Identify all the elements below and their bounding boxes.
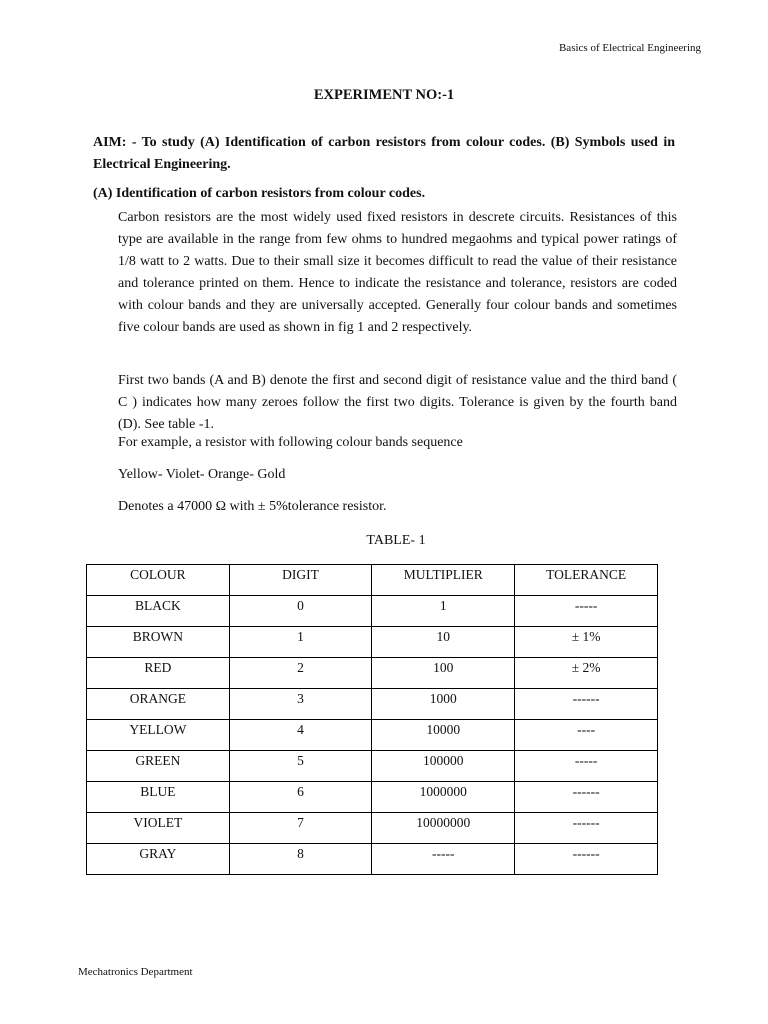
cell-digit: 3	[229, 689, 372, 720]
example-sequence: Yellow- Violet- Orange- Gold	[118, 467, 286, 482]
page-header: Basics of Electrical Engineering	[558, 42, 701, 54]
cell-tolerance: ------	[515, 844, 658, 875]
aim-text: AIM: - To study (A) Identification of carbon resistors from colour codes. (B) Symbols used in Electrical Engineering.	[93, 135, 675, 172]
header-tolerance: TOLERANCE	[515, 565, 658, 596]
cell-multiplier: 10000	[372, 720, 515, 751]
cell-colour: VIOLET	[87, 813, 230, 844]
cell-digit: 0	[229, 596, 372, 627]
cell-multiplier: 100000	[372, 751, 515, 782]
example-result: Denotes a 47000 Ω with ± 5%tolerance resistor.	[118, 499, 387, 514]
cell-multiplier: 1	[372, 596, 515, 627]
cell-multiplier: -----	[372, 844, 515, 875]
table-header-row	[87, 565, 658, 596]
header-digit: DIGIT	[229, 565, 372, 596]
table-title: TABLE- 1	[366, 533, 426, 548]
cell-digit: 6	[229, 782, 372, 813]
experiment-title: EXPERIMENT NO:-1	[313, 87, 455, 103]
table-row	[87, 658, 658, 689]
cell-multiplier: 10000000	[372, 813, 515, 844]
cell-tolerance: ± 1%	[515, 627, 658, 658]
table-row	[87, 720, 658, 751]
cell-tolerance: ------	[515, 782, 658, 813]
cell-colour: GREEN	[87, 751, 230, 782]
paragraph-intro: Carbon resistors are the most widely used fixed resistors in descrete circuits. Resistances of this type are available in the range from few ohms to hundred megaohms and typical power ratings of 1/8 watt to 2 watts. Due to their small size it becomes difficult to read the value of their resistance and tolerance printed on them. Hence to indicate the resistance and tolerance, resistors are coded with colour bands and they are universally accepted. Generally four colour bands and sometimes five colour bands are used as shown in fig 1 and 2 respectively.	[118, 210, 677, 335]
cell-colour: BROWN	[87, 627, 230, 658]
paragraph-bands: First two bands (A and B) denote the first and second digit of resistance value and the third band ( C ) indicates how many zeroes follow the first two digits. Tolerance is given by the fourth band (D). See table -1.	[118, 373, 677, 432]
cell-digit: 7	[229, 813, 372, 844]
table-row	[87, 844, 658, 875]
cell-colour: RED	[87, 658, 230, 689]
cell-tolerance: ------	[515, 813, 658, 844]
table-row	[87, 627, 658, 658]
cell-digit: 5	[229, 751, 372, 782]
cell-colour: GRAY	[87, 844, 230, 875]
example-intro: For example, a resistor with following colour bands sequence	[118, 435, 463, 450]
colour-code-table	[86, 564, 658, 875]
cell-digit: 8	[229, 844, 372, 875]
cell-colour: YELLOW	[87, 720, 230, 751]
cell-digit: 1	[229, 627, 372, 658]
header-multiplier: MULTIPLIER	[372, 565, 515, 596]
cell-tolerance: ------	[515, 689, 658, 720]
cell-multiplier: 1000	[372, 689, 515, 720]
cell-multiplier: 10	[372, 627, 515, 658]
cell-colour: BLUE	[87, 782, 230, 813]
table-row	[87, 689, 658, 720]
table-row	[87, 782, 658, 813]
table-row	[87, 813, 658, 844]
section-a-heading: (A) Identification of carbon resistors from colour codes.	[93, 186, 426, 201]
cell-colour: BLACK	[87, 596, 230, 627]
cell-multiplier: 1000000	[372, 782, 515, 813]
cell-multiplier: 100	[372, 658, 515, 689]
cell-colour: ORANGE	[87, 689, 230, 720]
table-row	[87, 596, 658, 627]
cell-tolerance: -----	[515, 596, 658, 627]
cell-digit: 2	[229, 658, 372, 689]
cell-tolerance: -----	[515, 751, 658, 782]
cell-digit: 4	[229, 720, 372, 751]
header-colour: COLOUR	[87, 565, 230, 596]
table-row	[87, 751, 658, 782]
page-footer: Mechatronics Department	[78, 966, 193, 978]
cell-tolerance: ± 2%	[515, 658, 658, 689]
cell-tolerance: ----	[515, 720, 658, 751]
